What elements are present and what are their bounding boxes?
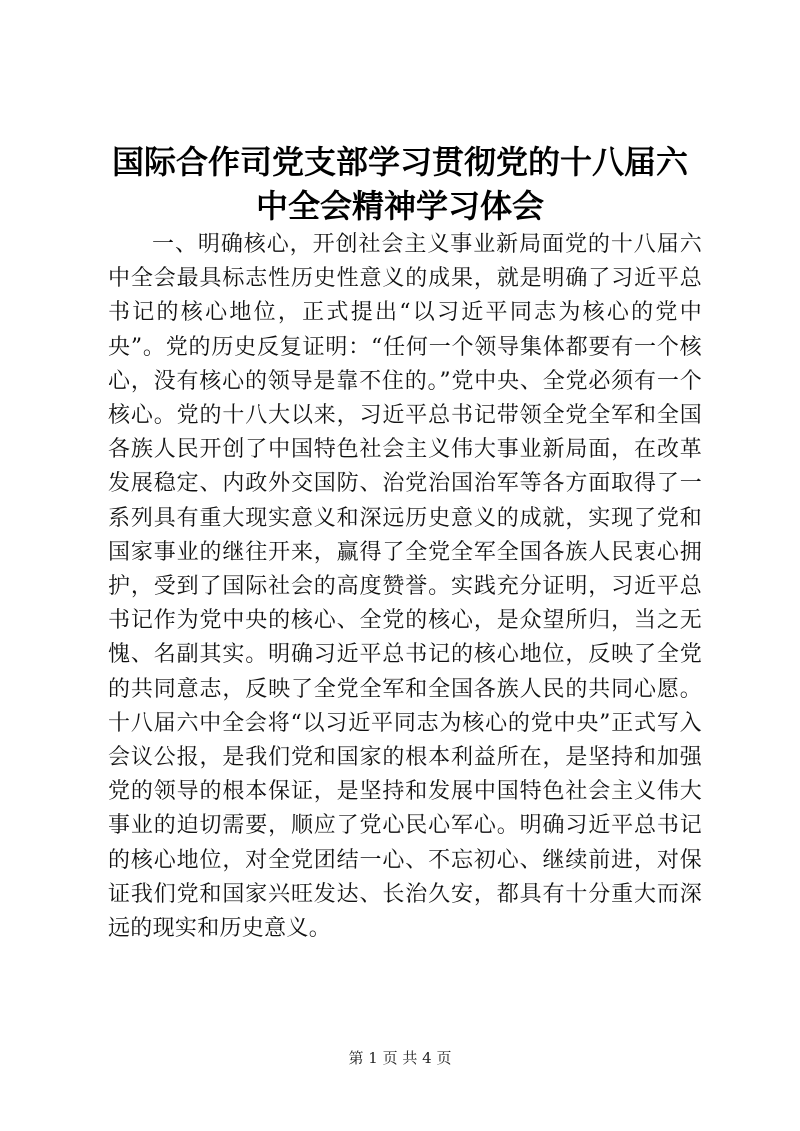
body-paragraph: 一、明确核心，开创社会主义事业新局面党的十八届六中全会最具标志性历史性意义的成果，就是明确了习近平总书记的核心地位，正式提出“以习近平同志为核心的党中央”。党的历史反复证明：“任何一个领导集体都要有一个核心，没有核心的领导是靠不住的。”党中央、全党必须有一个核心。党的十八大以来，习近平总书记带领全党全军和全国各族人民开创了中国特色社会主义伟大事业新局面，在改革发展稳定、内政外交国防、治党治国治军等各方面取得了一系列具有重大现实意义和深远历史意义的成就，实现了党和国家事业的继往开来，赢得了全党全军全国各族人民衷心拥护，受到了国际社会的高度赞誉。实践充分证明，习近平总书记作为党中央的核心、全党的核心，是众望所归，当之无愧、名副其实。明确习近平总书记的核心地位，反映了全党的共同意志，反映了全党全军和全国各族人民的共同心愿。十八届六中全会将“以习近平同志为核心的党中央”正式写入会议公报，是我们党和国家的根本利益所在，是坚持和加强党的领导的根本保证，是坚持和发展中国特色社会主义伟大事业的迫切需要，顺应了党心民心军心。明确习近平总书记的核心地位，对全党团结一心、不忘初心、继续前进，对保证我们党和国家兴旺发达、长治久安，都具有十分重大而深远的现实和历史意义。 — [108, 232, 702, 942]
document-title: 国际合作司党支部学习贯彻党的十八届六中全会精神学习体会 — [111, 143, 688, 225]
page-footer: 第 1 页 共 4 页 — [348, 1049, 452, 1067]
